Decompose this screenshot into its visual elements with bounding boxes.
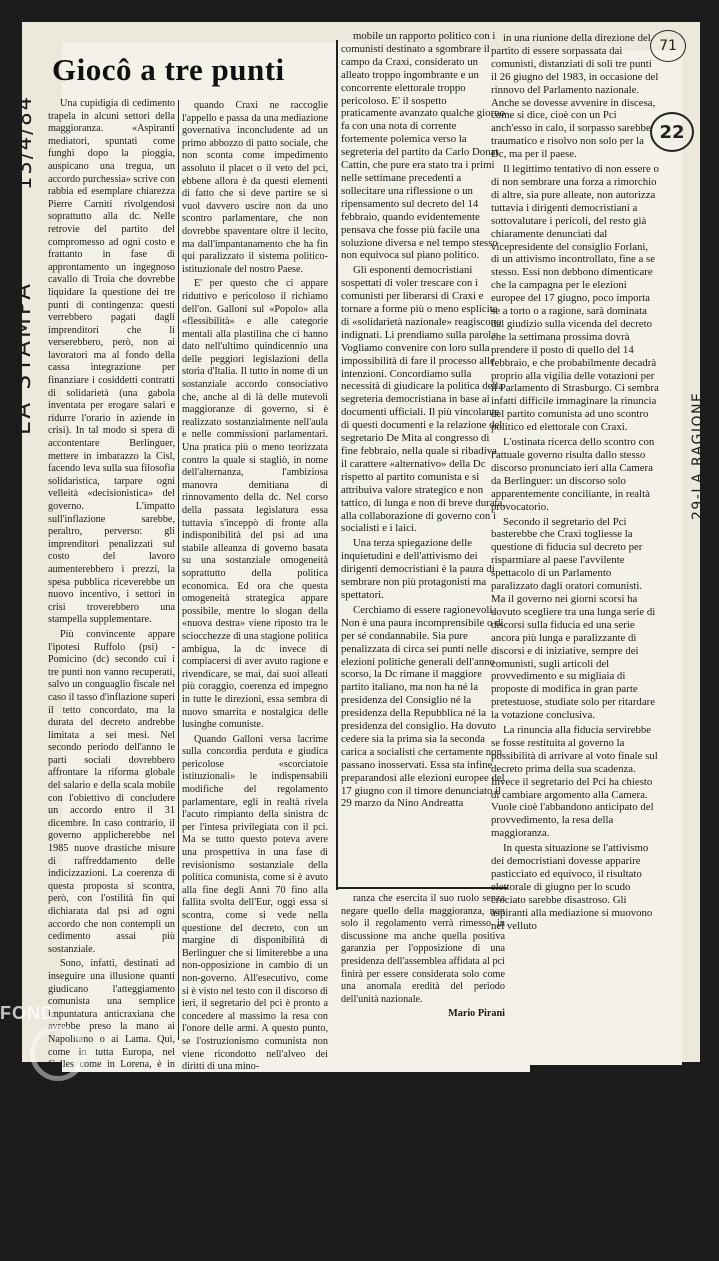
- article-column-2: [182, 100, 328, 1073]
- circled-item-number: [650, 112, 694, 152]
- article-column-5: [341, 893, 505, 1043]
- circled-number-text: 22: [659, 121, 685, 143]
- paragraph: Cerchiamo di essere ragionevoli. Non è una paura incomprensibile o di per sé condannabile. Sia pure penalizzata di circa sei punti nelle elezioni politiche generali dell'anno scorso, la Dc rimane il maggiore partito italiano, ma non ha né la presidenza del Consiglio né la presidenza della Repubblica né la presidenza del consiglio. Ha dovuto cedere sia la prima sia la seconda carica a socialisti che certamente non passano inosservati. Essa sta infine preparandosi alle elezioni europee del 17 giugno con il timore denunciato il 29 marzo da Nino Andreatta: [341, 603, 505, 810]
- handwritten-margin-note: 29-LA RAGIONE: [690, 391, 706, 520]
- circled-page-number: [650, 30, 686, 62]
- article-column-4: [491, 32, 659, 1042]
- paragraph: in una riunione della direzione del partito di essere sorpassata dai comunisti, distanziati di soli tre punti il 26 giugno del 1983, in occasione del rinnovo del Parlamento nazionale. Anche se dovesse avvenire in discesa, come si dice, cioè con un Pci anch'esso in calo, il sorpasso sarebbe traumatico e risolvo non solo per la Dc, ma per il paese.: [491, 32, 659, 161]
- paragraph: Una terza spiegazione delle inquietudini e dell'attivismo dei dirigenti democristiani è la paura di sembrare non più protagonisti ma spettatori.: [341, 537, 495, 601]
- column-divider: [336, 40, 338, 890]
- paragraph: ranza che esercita il suo ruolo senza negare quello della maggioranza, non solo il regolamento verrà rimesso in discussione ma anche quella positiva garanzia per l'opposizione di una presidenza dell'assemblea affidata al pci finirà per essere considerata solo come una anomala eredità del periodo dell'unità nazionale.: [341, 893, 505, 1005]
- article-headline: Giocô a tre punti: [52, 52, 285, 87]
- paragraph: L'ostinata ricerca dello scontro con l'attuale governo risulta dallo stesso discorso pronunciato ieri alla Camera da Berlinguer: un discorso solo apparentemente conciliante, in realtà provocatorio.: [491, 436, 655, 513]
- handwritten-date-note: 13/4/84: [12, 95, 36, 190]
- article-column-1: [48, 98, 176, 1260]
- paragraph: La rinuncia alla fiducia servirebbe se fosse restituita al governo la possibilità di arrivare al voto finale sul decreto prima della sua scadenza. Invece il segretario del Pci ha chiesto di cambiare argomento alla Camera. Vuole cioè l'abbandono anticipato del provvedimento, la resa della maggioranza.: [491, 724, 658, 840]
- circled-number-text: 71: [659, 38, 677, 54]
- paragraph: In questa situazione se l'attivismo dei democristiani dovesse apparire pasticciato ed equivoco, il risultato elettorale di giugno per lo scudo crociato sarebbe disastroso. Gli aspiranti alla mediazione si muovono nel velluto: [491, 842, 653, 932]
- paragraph: Secondo il segretario del Pci basterebbe che Craxi togliesse la questione di fiducia sul decreto per risparmiare al paese l'avvilente spettacolo di un Parlamento paralizzato dagli oratori comunisti. Ma il governo nei giorni scorsi ha dovuto scegliere tra una lunga serie di discorsi sulla fiducia ed una serie ancora più lunga e paralizzante di discorsi e di iniziative, sempre dei comunisti, sugli articoli del provvedimento e su migliaia di proposte di modifica in gran parte pretestuose, studiate solo per ritardare la votazione conclusiva.: [491, 515, 656, 722]
- watermark-logo-icon: [30, 1025, 86, 1081]
- paragraph: Più convincente appare l'ipotesi Ruffolo (psi) - Pomicino (dc) secondo cui i tre punti non vanno recuperati, salvo un conguaglio fiscale nel caso il tasso d'inflazione superi il tetto concordato, ma la durata del decreto andrebbe limitata a sei mesi. Nel secondo periodo dell'anno le parti sociali dovrebbero affrontare la riforma globale del salario e della scala mobile con l'obiettivo di concludere un accordo entro il 31 dicembre. In caso contrario, il governo applicherebbe nel 1985 nuove drastiche misure di raffreddamento delle indicizzazioni. La coerenza di questa proposta si scontra, però, con l'ostilità fin qui dichiarata dal psi ad ogni accordo che non contempli un cedimento assai più sostanziale.: [48, 628, 175, 955]
- handwritten-source-note: LA STAMPA: [10, 281, 36, 435]
- watermark-text: FOND: [0, 1003, 55, 1023]
- paragraph: E' per questo che ci appare riduttivo e pericoloso il richiamo dell'on. Galloni sul «Popolo» alla «flessibilità» e alle categorie mentali alla plastilina che ci hanno dato nell'ultimo quindicennio una delle peggiori legislazioni della storia d'Italia. Il tutto in nome di un sostanziale accordo consociativo che, anche al di là delle mutevoli maggioranze di governo, si è realizzato sostanzialmente nell'aula e nelle commissioni parlamentari. Una pratica più o meno teorizzata contro la quale si stagliò, in nome dell'alternanza, l'ambiziosa manovra demitiana di rinnovamento della dc. Nel corso della passata legislatura essa tuttavia s'inceppò di fronte alla indisponibilità del psi ad una stabile alleanza di governo basata su una sostanziale omogeneità soprattutto della politica economica. Ed ora che questa omogeneità strategica appare possibile, mentre lo slogan della «nuova destra» viene riposto tra le sciocchezze di una stagione politica ambigua, la dc invece di compiacersi di aver avuto ragione e rivendicare, se mai, dai suoi alleati più coraggio, coerenza ed impegno in tutte le direzioni, essa sembra di nuovo smarrita e nostalgica delle lusinghe comuniste.: [182, 278, 328, 731]
- paragraph: quando Craxi ne raccoglie l'appello e passa da una mediazione governativa inconcludente ad un primo abbozzo di patto sociale, che non sconta come impedimento assoluto il placet o il veto del pci, ebbene allora è da questi elementi di fatto che si deve partire se si vuol davvero uscire non da uno scontro parlamentare, che non dovrebbe spaventare oltre il lecito, ma dall'impantanamento che ha fin qui paralizzato il sistema politico-istituzionale del nostro Paese.: [182, 100, 328, 275]
- paragraph: mobile un rapporto politico con i comunisti destinato a sgombrare il campo da Craxi, considerato un alleato troppo ingombrante e un concorrente elettorale troppo pericoloso. E' il sospetto praticamente avanzato qualche giorno fa con una nota di corrente fortemente polemica verso la segreteria del partito da Carlo Donat Cattin, che pure era stato tra i primi nelle settimane precedenti a sollecitare una riflessione o un ripensamento sul decreto del 14 febbraio, quando evidentemente pensava che fosse più facile una soluzione diversa e nel tempo stesso non equivoca sul piano politico.: [341, 30, 505, 262]
- column-divider: [178, 100, 179, 1040]
- article-column-3: [341, 30, 505, 888]
- paragraph: Il legittimo tentativo di non essere o di non sembrare una forza a rimorchio di altre, sia pure alleate, non autorizza tuttavia i dirigenti democristiani a sottovalutare i pericoli, del resto già chiaramente denunciati dal vicepresidente del consiglio Forlani, di un attivismo incontrollato, fine a se stesso. Essi non debbono dimenticare che la campagna per le elezioni europee del 17 giugno, poco importa se a torto o a ragione, sarà dominata dal giudizio sulla vicenda del decreto che la settimana prossima dovrà prendere il posto di quello del 14 febbraio, e che probabilmente decadrà proprio alla vigilia delle votazioni per il Parlamento di Strasburgo. Ci sembra infatti difficile immaginare la rinuncia del partito comunista ad uno scontro politico ed elettorale con Craxi.: [491, 163, 659, 434]
- paragraph: Una cupidigia di cedimento trapela in alcuni settori della maggioranza. «Aspiranti mediatori, spuntati come funghi dopo la pioggia, auspicano una tregua, un accordo purchessia» scrive con rabbia ed esemplare chiarezza Pierre Carniti rivolgendosi soprattutto alla dc. Nelle retrovie del partito del compromesso ad ogni costo e frattanto in fase di approntamento un ingegnoso cavallo di Troia che dovrebbe liquidare la questione dei tre punti di contingenza: questi verrebbero pagati dagli imprenditori che li verserebbero, però, non ai lavoratori ma al fondo della cassa integrazione per finanziare i cosiddetti contratti di solidarietà (una gabola inventata per erogare salari e ridurre l'orario in aziende in crisi). In tal modo si spera di accontentare Berlinguer, mettere in imbarazzo la Cisl, facendo leva sulla sua filosofia solidaristica, tarpare ogni velleità «decisionistica» del governo. L'impatto sull'inflazione sarebbe, peraltro, perverso: gli imprenditori penalizzati sul costo del lavoro aumenterebbero i prezzi, la spesa pubblica riceverebbe un nuovo incentivo, i settori in crisi troverebbero una stampella supplementare.: [48, 98, 176, 626]
- paragraph: Gli esponenti democristiani sospettati di voler trescare con i comunisti per liberarsi di Craxi e tornare a forme più o meno esplicite di «solidarietà nazionale» reagiscono indignati. Li prendiamo sulla parola. Vogliamo convenire con loro sulla impossibilità di fare il processo alle intenzioni. Concordiamo sulla necessità di giudicare la politica della segreteria democristiana in base ai documenti ufficiali. Il più vincolante di questi documenti e la relazione del segretario De Mita al congresso di fine febbraio, nella quale si ribadiva il carattere «alternativo» della Dc rispetto al partito comunista e si attribuiva valore strategico e non tattico, di lunga e non di breve durata, alla collaborazione di governo con i socialisti e i laici.: [341, 264, 505, 535]
- author-signature: Mario Pirani: [448, 1008, 505, 1020]
- paragraph: Quando Galloni versa lacrime sulla concordia perduta e giudica pericolose «scorciatoie istituzionali» le indispensabili modifiche del regolamento parlamentare, egli in realtà rivela l'acuto rimpianto della sinistra dc per l'intesa privilegiata con il pci. Ma se tutto questo poteva avere una prospettiva in una fase di revisionismo sostanziale della politica comunista, come si è avuto alla fine degli Anni 70 fino alla fallita svolta dell'Eur, oggi essa si scontra, come si vede nella questione del decreto, con un margine di disponibilità di Berlinguer che si limiterebbe a una non-opposizione in cambio di un non-governo. All'esecutivo, come si è visto nel testo con il discorso di ieri, il segretario del pci è pronto a concedere al massimo la resa con l'onore delle armi. A questo punto, se l'ostruzionismo comunista non viene ricondotto nell'alveo dei diritti di una mino-: [182, 733, 328, 1073]
- paragraph: Sono, infatti, destinati ad inseguire una illusione quanti giudicano l'atteggiamento comunista una semplice impuntatura anticraxiana che avrebbe preso la mano ai Napolitano o ai Lama. Qui, come in tutta Europa, nel Galles come in Lorena, è in gioco una scelta assai più drammatica che investe l'identità e la natura della tradizionale rappresentanza politico-sindacale della sinistra storica, minacciata ad un tempo dalla crisi e dalla rivoluzione tecnologica. Quando la Cisl e la Uil cercano d'inventare gli strumenti di un nuovo scambio politico e di una diversa rappresentanza non più basata sull'assenza di regole dei consi-: [48, 958, 175, 1260]
- section-rule: [338, 887, 508, 889]
